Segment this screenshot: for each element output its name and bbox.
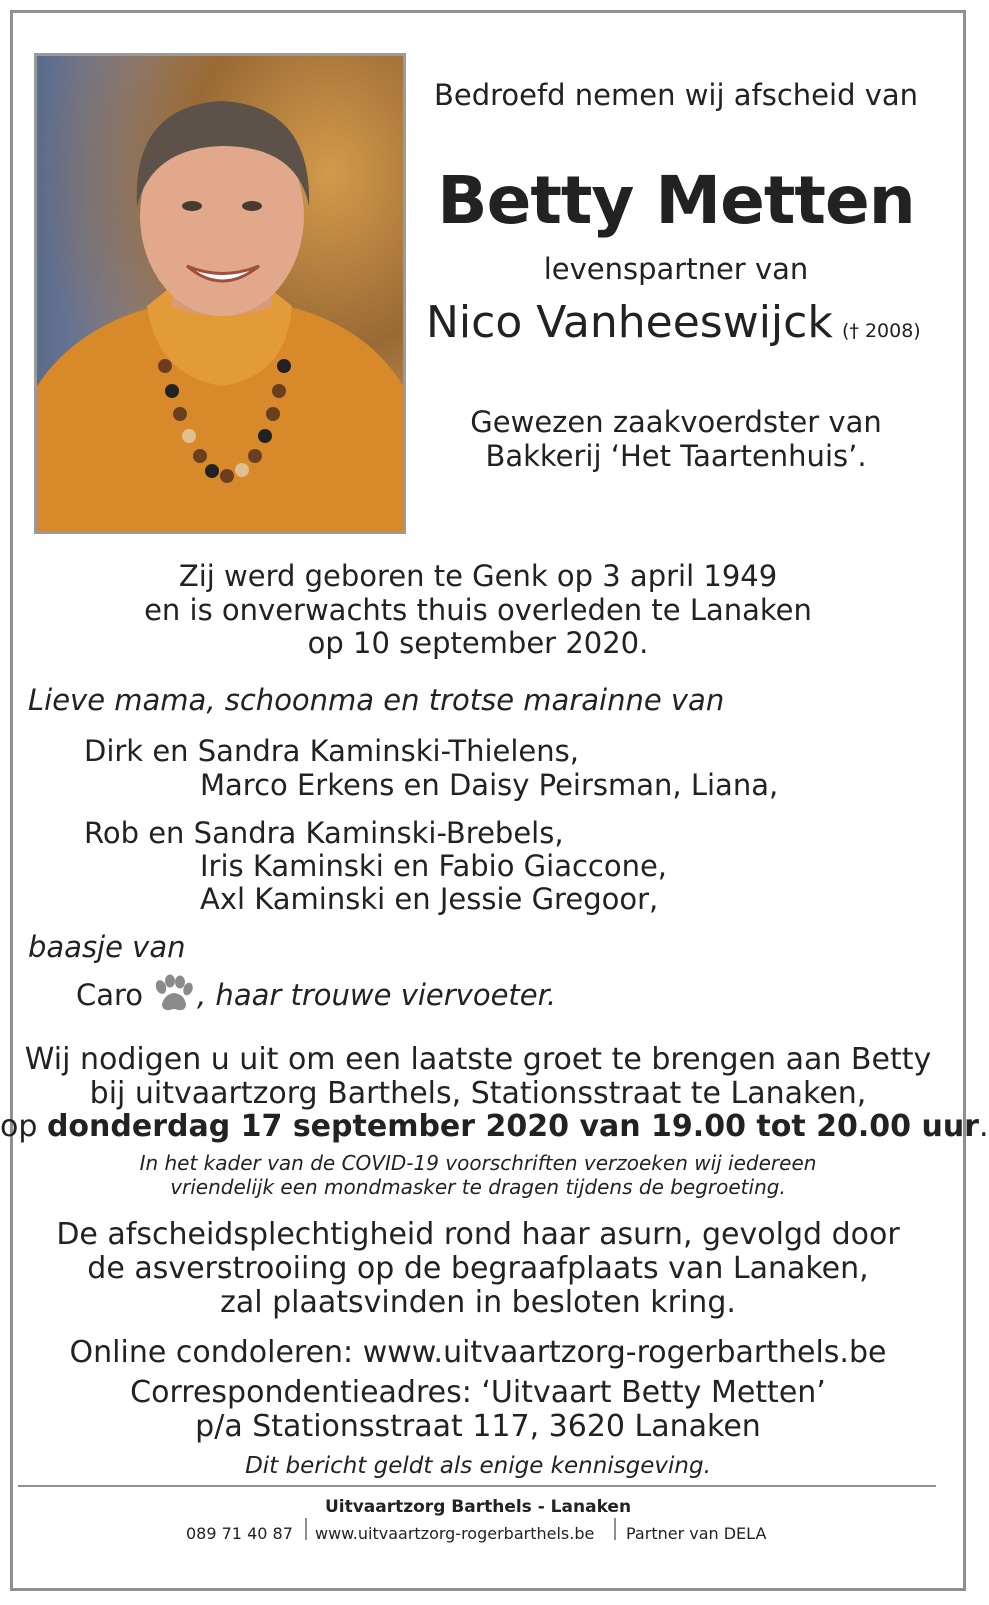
footer-company: Uitvaartzorg Barthels - Lanaken (324, 1497, 632, 1517)
invite-line-2: bij uitvaartzorg Barthels, Stationsstraat te Lanaken, (89, 1076, 867, 1111)
invite-line-1: Wij nodigen u uit om een laatste groet te brengen aan Betty (24, 1042, 932, 1077)
family-group1-main: Dirk en Sandra Kaminski-Thielens, (84, 734, 579, 768)
ceremony-line-2: de asverstrooiing op de begraafplaats van Lanaken, (87, 1251, 869, 1286)
correspondence-line-2: p/a Stationsstraat 117, 3620 Lanaken (195, 1409, 761, 1444)
invite-datetime: donderdag 17 september 2020 van 19.00 tot 20.00 uur (46, 1109, 979, 1144)
notice-text: Dit bericht geldt als enige kennisgeving. (245, 1453, 711, 1479)
partner-label: levenspartner van (543, 252, 809, 286)
death-line: en is onverwachts thuis overleden te Lanaken (144, 593, 812, 627)
footer-website[interactable]: www.uitvaartzorg-rogerbarthels.be (315, 1524, 595, 1543)
portrait-photo (34, 53, 406, 534)
ceremony-line-1: De afscheidsplechtigheid rond haar asurn, gevolgd door (56, 1217, 900, 1252)
family-intro: Lieve mama, schoonma en trotse marainne van (28, 683, 725, 717)
footer-divider (18, 1485, 936, 1487)
footer-partner: Partner van DELA (626, 1524, 767, 1543)
occupation-line-1: Gewezen zaakvoerdster van (470, 405, 882, 439)
family-group2-main: Rob en Sandra Kaminski-Brebels, (84, 816, 564, 850)
paw-icon (152, 974, 194, 1014)
birth-line: Zij werd geboren te Genk op 3 april 1949 (178, 559, 778, 593)
invite-line-3 (0, 1109, 989, 1144)
pet-description: , haar trouwe viervoeter. (197, 978, 557, 1012)
intro-text: Bedroefd nemen wij afscheid van (433, 78, 919, 112)
family-group1-sub: Marco Erkens en Daisy Peirsman, Liana, (200, 768, 779, 802)
family-group2-sub-2: Axl Kaminski en Jessie Gregoor, (200, 882, 659, 916)
footer-separator-2 (614, 1518, 616, 1540)
invite-line-3-prefix: op (0, 1109, 47, 1144)
correspondence-line-1: Correspondentieadres: ‘Uitvaart Betty Metten’ (130, 1375, 826, 1410)
invite-line-3-suffix: . (978, 1109, 989, 1144)
ceremony-line-3: zal plaatsvinden in besloten kring. (220, 1285, 736, 1320)
death-date-line: op 10 september 2020. (307, 626, 649, 660)
pet-intro: baasje van (28, 930, 186, 964)
online-condolences: Online condoleren: www.uitvaartzorg-rogerbarthels.be (69, 1335, 887, 1370)
covid-note-line-2: vriendelijk een mondmasker te dragen tijdens de begroeting. (170, 1175, 786, 1199)
footer-separator-1 (305, 1518, 307, 1540)
partner-name: Nico Vanheeswijck (426, 297, 833, 348)
footer-phone: 089 71 40 87 (186, 1524, 293, 1543)
partner-note: († 2008) (842, 320, 921, 342)
family-group2-sub-1: Iris Kaminski en Fabio Giaccone, (200, 849, 668, 883)
deceased-name: Betty Metten (437, 162, 915, 239)
covid-note-line-1: In het kader van de COVID-19 voorschriften verzoeken wij iedereen (139, 1151, 817, 1175)
pet-name: Caro (76, 978, 144, 1012)
occupation-line-2: Bakkerij ‘Het Taartenhuis’. (485, 439, 867, 473)
